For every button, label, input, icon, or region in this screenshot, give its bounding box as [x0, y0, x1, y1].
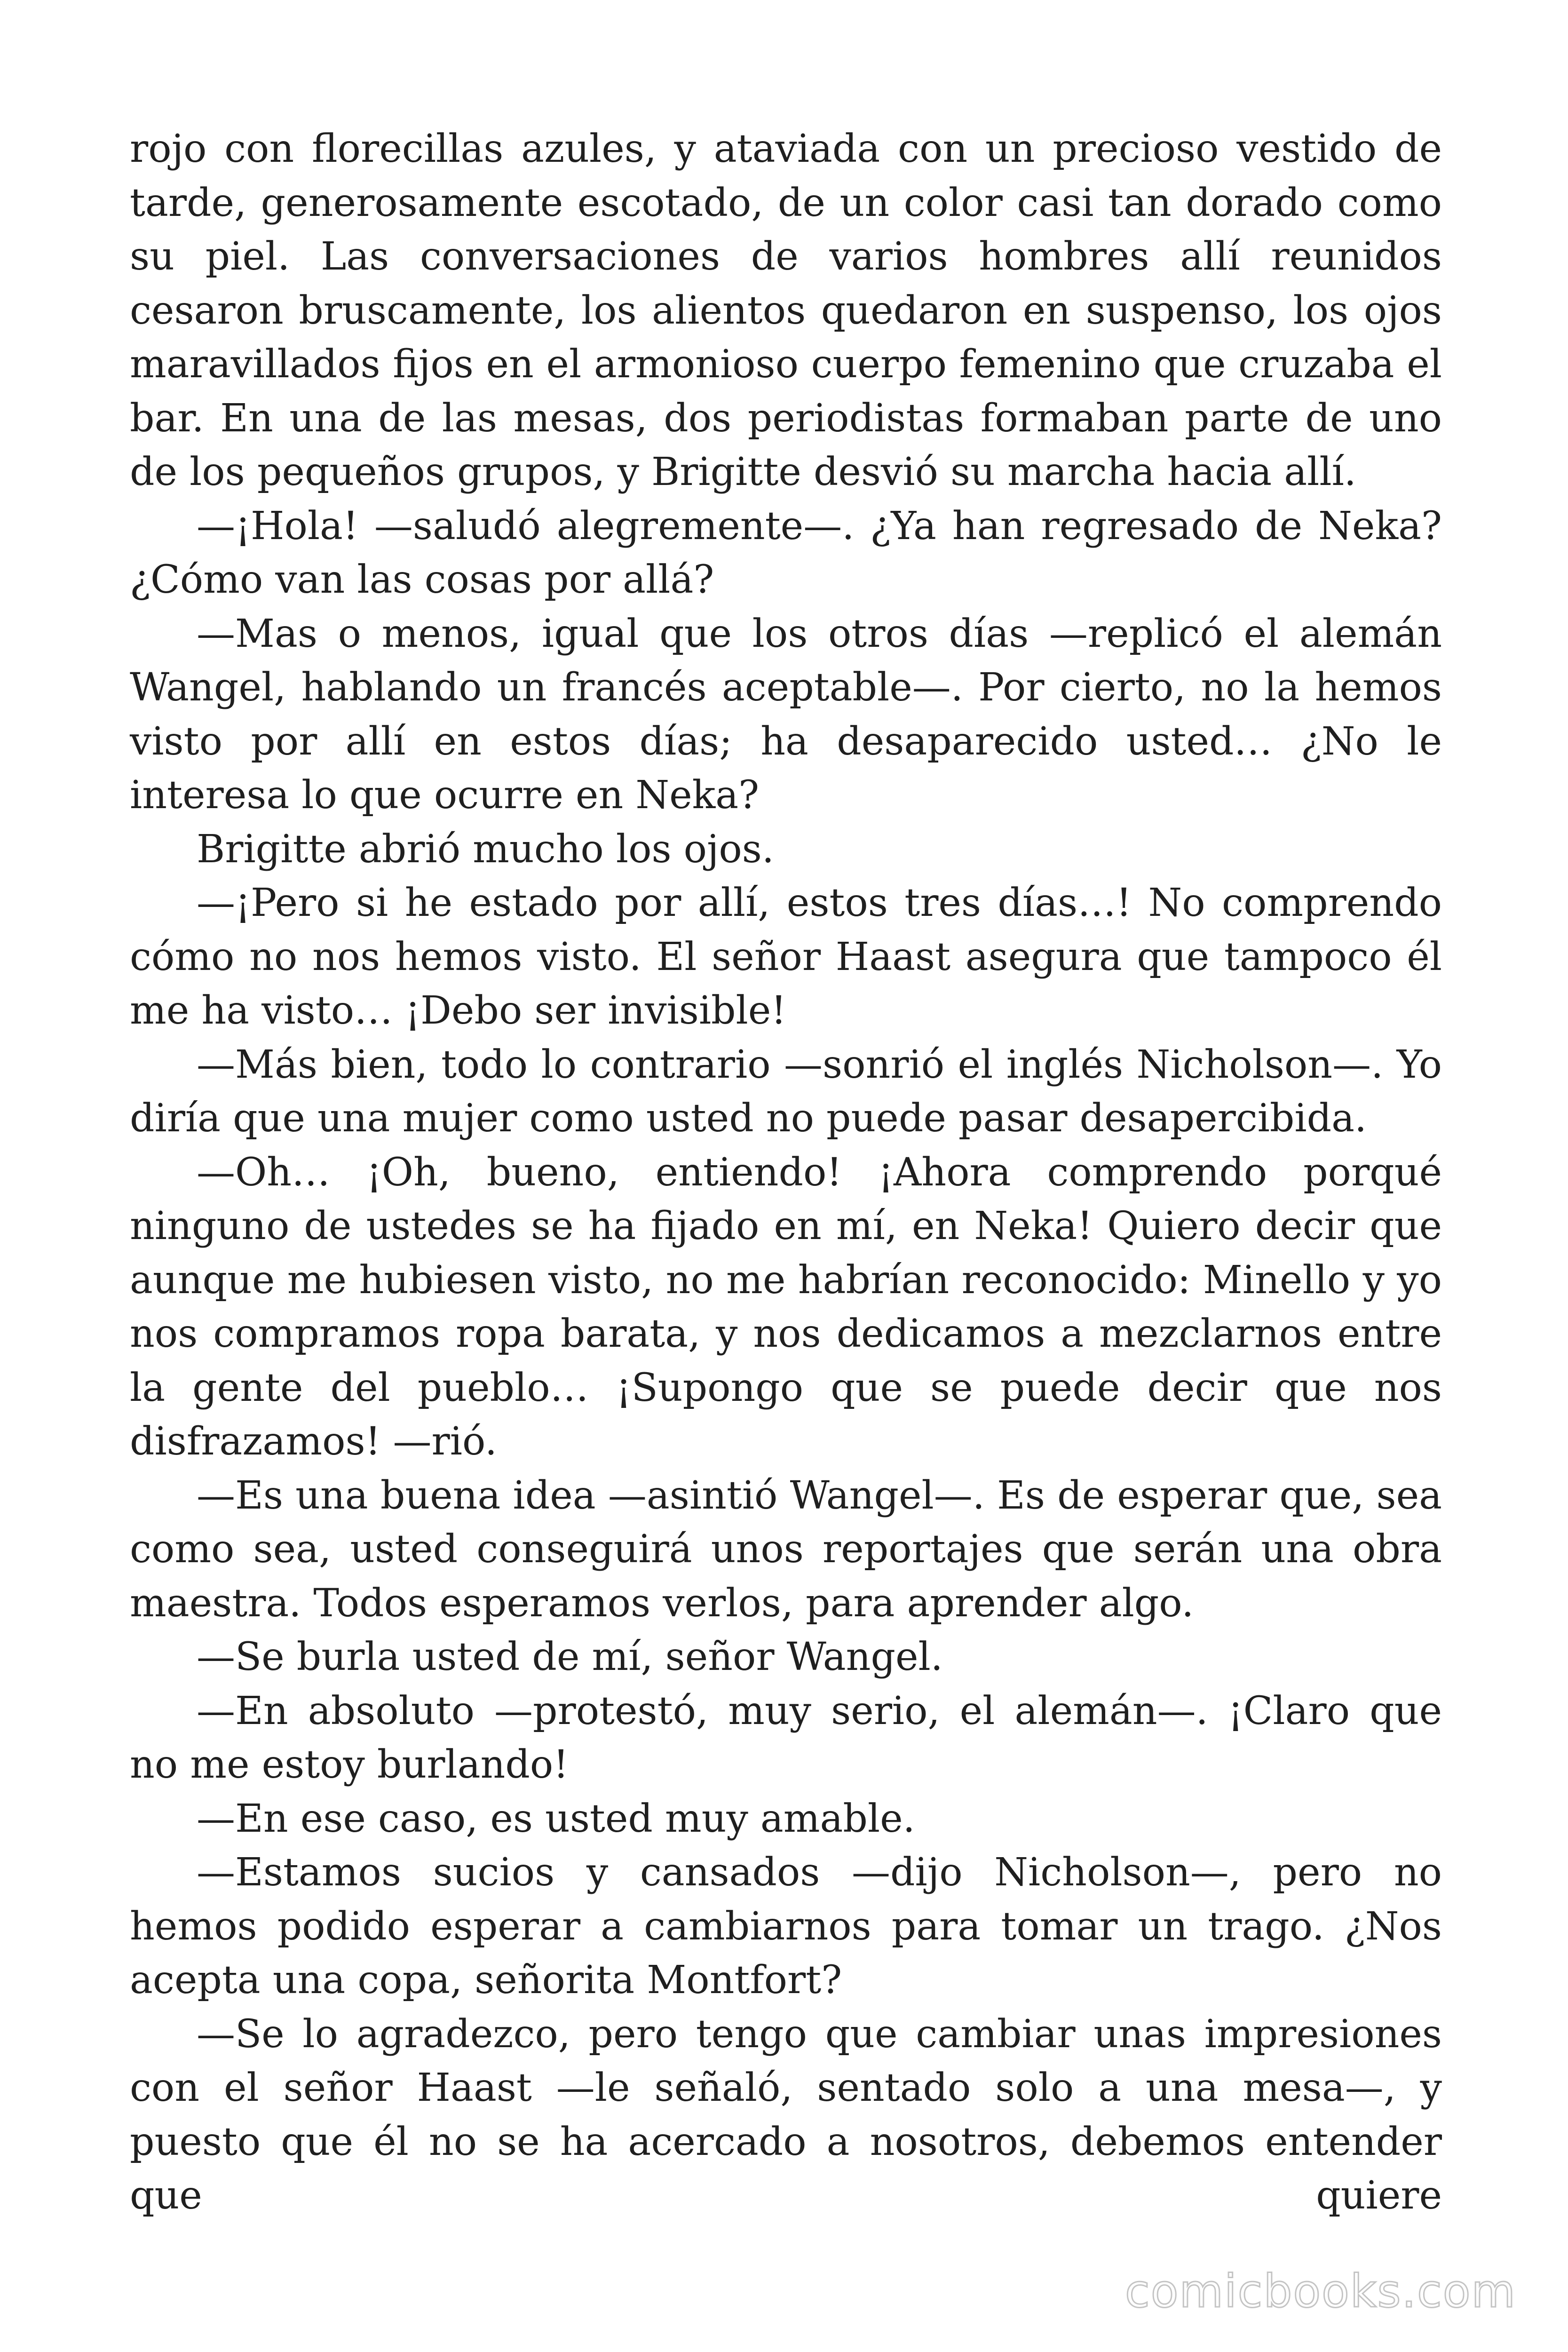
- paragraph-9: —Se burla usted de mí, señor Wangel.: [197, 1635, 943, 1679]
- paragraph-8: —Es una buena idea —asintió Wangel—. Es de esperar que, sea como sea, usted conseguirá unos reportajes que serán una obra maestra. Todos esperamos verlos, para aprender algo.: [130, 1473, 1442, 1626]
- paragraph-1: rojo con florecillas azules, y ataviada con un precioso vestido de tarde, generosamente escotado, de un color casi tan dorado como su piel. Las conversaciones de varios hombres allí reunidos cesaron bruscamente, los alientos quedaron en suspenso, los ojos maravillados fijos en el armonioso cuerpo femenino que cruzaba el bar. En una de las mesas, dos periodistas formaban parte de uno de los pequeños grupos, y Brigitte desvió su marcha hacia allí.: [130, 127, 1442, 494]
- paragraph-6: —Más bien, todo lo contrario —sonrió el inglés Nicholson—. Yo diría que una mujer como usted no puede pasar desapercibida.: [130, 1042, 1442, 1141]
- paragraph-2: —¡Hola! —saludó alegremente—. ¿Ya han regresado de Neka? ¿Cómo van las cosas por allá?: [130, 503, 1442, 602]
- page-body: [130, 122, 1442, 2223]
- paragraph-10: —En absoluto —protestó, muy serio, el alemán—. ¡Claro que no me estoy burlando!: [130, 1688, 1442, 1787]
- paragraph-12: —Estamos sucios y cansados —dijo Nicholson—, pero no hemos podido esperar a cambiarnos para tomar un trago. ¿Nos acepta una copa, señorita Montfort?: [130, 1850, 1442, 2002]
- paragraph-7: —Oh… ¡Oh, bueno, entiendo! ¡Ahora comprendo porqué ninguno de ustedes se ha fijado en mí, en Neka! Quiero decir que aunque me hubiesen visto, no me habrían reconocido: Minello y yo nos compramos ropa barata, y nos dedicamos a mezclarnos entre la gente del pueblo… ¡Supongo que se puede decir que nos disfrazamos! —rió.: [130, 1150, 1442, 1464]
- paragraph-4: Brigitte abrió mucho los ojos.: [197, 826, 774, 872]
- watermark: comicbooks.com: [1125, 2265, 1516, 2318]
- paragraph-3: —Mas o menos, igual que los otros días —replicó el alemán Wangel, hablando un francés aceptable—. Por cierto, no la hemos visto por allí en estos días; ha desaparecido usted… ¿No le interesa lo que ocurre en Neka?: [130, 611, 1442, 818]
- paragraph-5: —¡Pero si he estado por allí, estos tres días…! No comprendo cómo no nos hemos visto. El señor Haast asegura que tampoco él me ha visto… ¡Debo ser invisible!: [130, 881, 1442, 1033]
- paragraph-11: —En ese caso, es usted muy amable.: [197, 1796, 915, 1841]
- paragraph-13: —Se lo agradezco, pero tengo que cambiar unas impresiones con el señor Haast —le señaló, sentado solo a una mesa—, y puesto que él no se ha acercado a nosotros, debemos entender que quiere: [130, 2011, 1442, 2218]
